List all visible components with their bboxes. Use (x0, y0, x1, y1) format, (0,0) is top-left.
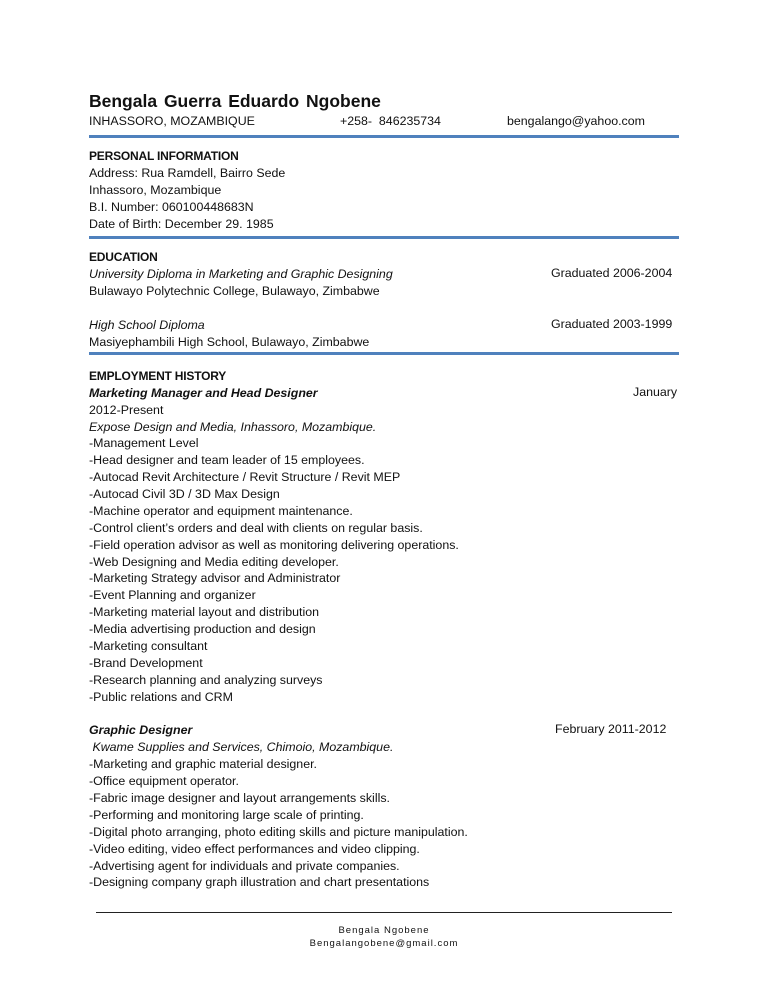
job-date-continued: 2012-Present (89, 403, 164, 417)
job-company: Kwame Supplies and Services, Chimoio, Mozambique. (89, 740, 394, 754)
education-school: Bulawayo Polytechnic College, Bulawayo, Zimbabwe (89, 284, 380, 298)
education-degree: High School Diploma (89, 318, 205, 332)
job-duty: -Marketing Strategy advisor and Administrator (89, 571, 341, 585)
education-heading: EDUCATION (89, 250, 158, 264)
job-duty: -Public relations and CRM (89, 690, 233, 704)
education-date: Graduated 2003-1999 (551, 317, 673, 331)
job-date: February 2011-2012 (555, 722, 667, 736)
footer-divider (96, 912, 672, 913)
education-date: Graduated 2006-2004 (551, 266, 673, 280)
employment-heading: EMPLOYMENT HISTORY (89, 369, 227, 383)
job-duty: -Office equipment operator. (89, 774, 239, 788)
job-duty: -Designing company graph illustration and chart presentations (89, 875, 430, 889)
city-line: Inhassoro, Mozambique (89, 183, 222, 197)
job-duty: -Brand Development (89, 656, 203, 670)
job-duty: -Head designer and team leader of 15 employees. (89, 453, 365, 467)
job-duty: -Web Designing and Media editing developer. (89, 555, 339, 569)
job-company: Expose Design and Media, Inhassoro, Mozambique. (89, 420, 377, 434)
job-duty: -Performing and monitoring large scale of printing. (89, 808, 364, 822)
job-duty: -Marketing and graphic material designer. (89, 757, 317, 771)
education-degree: University Diploma in Marketing and Graphic Designing (89, 267, 393, 281)
job-duty: -Media advertising production and design (89, 622, 316, 636)
job-duty: -Fabric image designer and layout arrangements skills. (89, 791, 390, 805)
job-duty: -Management Level (89, 436, 199, 450)
section-divider (89, 236, 679, 239)
job-duty: -Autocad Civil 3D / 3D Max Design (89, 487, 280, 501)
section-divider (89, 352, 679, 355)
job-duty: -Marketing consultant (89, 639, 208, 653)
candidate-name: Bengala Guerra Eduardo Ngobene (89, 91, 381, 111)
job-title: Graphic Designer (89, 723, 193, 737)
footer-email: Bengalangobene@gmail.com (309, 938, 459, 949)
personal-heading: PERSONAL INFORMATION (89, 149, 239, 163)
email: bengalango@yahoo.com (507, 114, 645, 128)
job-duty: -Marketing material layout and distribution (89, 605, 320, 619)
job-duty: -Machine operator and equipment maintenance. (89, 504, 353, 518)
job-duty: -Control client’s orders and deal with clients on regular basis. (89, 521, 423, 535)
job-title: Marketing Manager and Head Designer (89, 386, 318, 400)
job-duty: -Autocad Revit Architecture / Revit Structure / Revit MEP (89, 470, 401, 484)
job-duty: -Video editing, video effect performances and video clipping. (89, 842, 420, 856)
education-school: Masiyephambili High School, Bulawayo, Zimbabwe (89, 335, 370, 349)
job-date: January (633, 385, 678, 399)
job-duty: -Advertising agent for individuals and private companies. (89, 859, 400, 873)
location: INHASSORO, MOZAMBIQUE (89, 114, 255, 128)
footer-name: Bengala Ngobene (338, 925, 430, 936)
job-duty: -Event Planning and organizer (89, 588, 256, 602)
address-line: Address: Rua Ramdell, Bairro Sede (89, 166, 286, 180)
date-of-birth: Date of Birth: December 29. 1985 (89, 217, 274, 231)
bi-number: B.I. Number: 060100448683N (89, 200, 254, 214)
job-duty: -Field operation advisor as well as monitoring delivering operations. (89, 538, 459, 552)
phone: +258- 846235734 (340, 114, 441, 128)
job-duty: -Research planning and analyzing surveys (89, 673, 323, 687)
job-duty: -Digital photo arranging, photo editing skills and picture manipulation. (89, 825, 468, 839)
section-divider (89, 135, 679, 138)
